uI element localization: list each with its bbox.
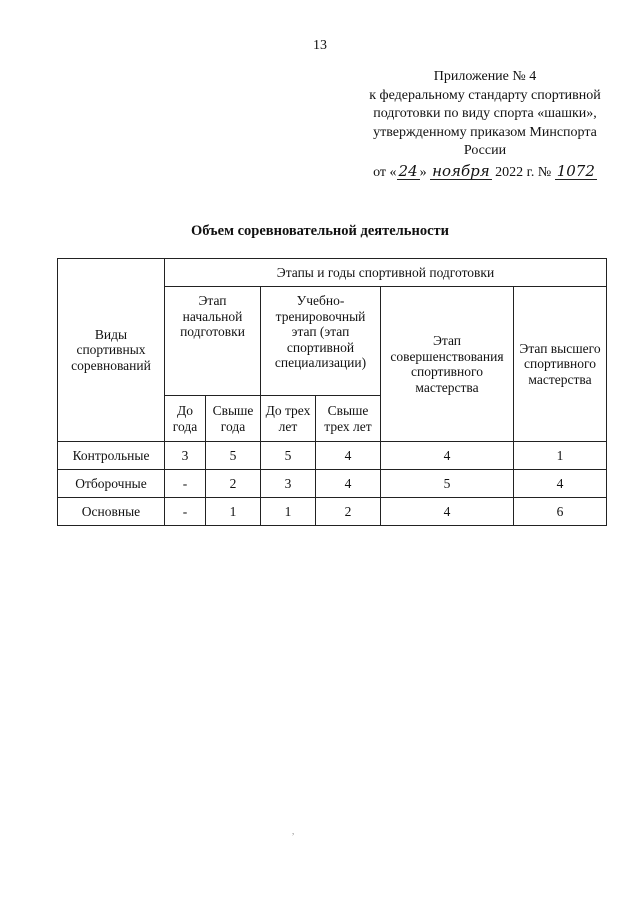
table-cell: 5	[381, 470, 514, 498]
stage-initial-header: Этап начальной подготовки	[165, 287, 261, 396]
table-cell: 6	[514, 498, 607, 526]
stage-improvement-header: Этап совершенствования спортивного мастерства	[381, 287, 514, 442]
competition-volume-table	[57, 258, 607, 526]
table-row	[58, 498, 607, 526]
table-cell: 4	[381, 498, 514, 526]
table-cell: 5	[261, 442, 316, 470]
sub-header-initial-b: Свыше года	[206, 396, 261, 442]
table-cell: 1	[261, 498, 316, 526]
date-prefix: от «	[373, 164, 397, 180]
table-cell: 4	[316, 442, 381, 470]
table-cell: 2	[206, 470, 261, 498]
table-cell: 3	[261, 470, 316, 498]
document-title: Объем соревновательной деятельности	[191, 223, 449, 239]
row-label: Отборочные	[58, 470, 165, 498]
year-part: 2022 г. №	[491, 164, 555, 180]
handwritten-order-number: 1072	[556, 161, 595, 180]
handwritten-month: ноября	[432, 161, 490, 180]
stage-training-header: Учебно-тренировочный этап (этап спортивной специализации)	[261, 287, 381, 396]
appendix-line: к федеральному стандарту спортивной	[369, 87, 601, 103]
table-cell: 4	[316, 470, 381, 498]
table-row	[58, 442, 607, 470]
table-cell: 4	[381, 442, 514, 470]
appendix-line: России	[463, 143, 507, 158]
sub-header-training-a: До трех лет	[261, 396, 316, 442]
row-label: Основные	[58, 498, 165, 526]
table-row	[58, 470, 607, 498]
appendix-line: подготовки по виду спорта «шашки»,	[373, 106, 597, 121]
table-cell: -	[165, 470, 206, 498]
table-cell: 4	[514, 470, 607, 498]
table-cell: 5	[206, 442, 261, 470]
order-date-line	[340, 163, 630, 183]
table-cell: 1	[514, 442, 607, 470]
table-cell: -	[165, 498, 206, 526]
group-header: Этапы и годы спортивной подготовки	[165, 259, 607, 287]
date-mid: »	[419, 164, 431, 180]
page-number: 13	[313, 38, 327, 53]
table-cell: 3	[165, 442, 206, 470]
appendix-block	[340, 68, 630, 182]
handwritten-day: 24	[398, 161, 418, 180]
table-cell: 1	[206, 498, 261, 526]
scan-speck: ,	[292, 826, 295, 836]
table-cell: 2	[316, 498, 381, 526]
row-header: Виды спортивных соревнований	[58, 259, 165, 442]
row-label: Контрольные	[58, 442, 165, 470]
sub-header-training-b: Свыше трех лет	[316, 396, 381, 442]
appendix-line: Приложение № 4	[433, 69, 537, 84]
stage-highest-header: Этап высшего спортивного мастерства	[514, 287, 607, 442]
sub-header-initial-a: До года	[165, 396, 206, 442]
appendix-line: утвержденному приказом Минспорта	[373, 124, 597, 140]
